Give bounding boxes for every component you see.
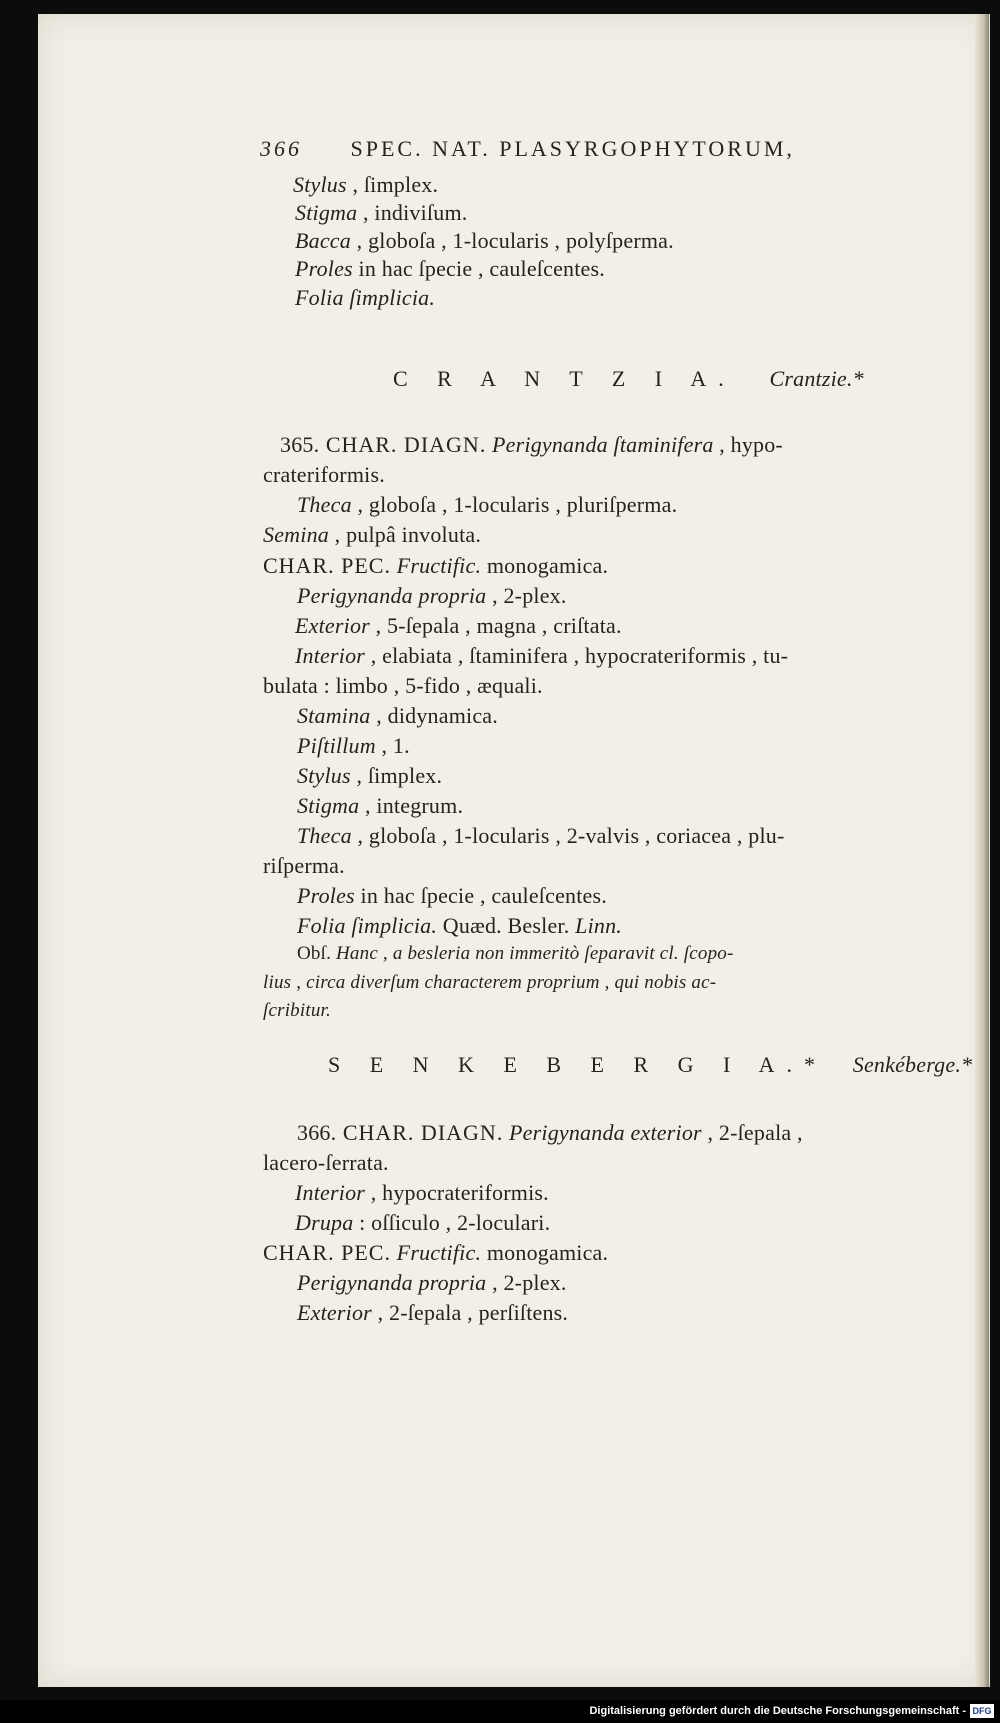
text: monogamica. [481, 1240, 609, 1265]
term: Drupa [295, 1210, 354, 1235]
text-line [293, 172, 438, 198]
running-title: SPEC. NAT. PLASYRGOPHYTORUM, [350, 136, 795, 161]
term: Folia ſimplicia. [295, 285, 436, 310]
text-line [297, 492, 677, 518]
text-line [295, 256, 605, 282]
text: , indiviſum. [357, 200, 468, 225]
text: , ſimplex. [346, 172, 439, 197]
author: Linn. [569, 913, 622, 938]
label: CHAR. DIAGN. [319, 432, 487, 457]
text: , 1. [375, 733, 410, 758]
text: lius , circa diverſum characterem proprium , qui nobis ac- [263, 972, 717, 993]
page-spine-edge [975, 14, 989, 1687]
text: ſcribitur. [263, 1000, 331, 1021]
term: Piſtillum [297, 733, 376, 758]
observation-line [263, 972, 716, 994]
term: Folia ſimplicia. [297, 913, 438, 938]
text-line [295, 613, 622, 639]
text-line [297, 583, 567, 609]
entry-number: 365. [280, 432, 320, 457]
observation-line [297, 943, 734, 965]
funding-credit: Digitalisierung gefördert durch die Deutsche Forschungsgemeinschaft - [589, 1705, 966, 1717]
text: , 2-ſepala , [701, 1120, 803, 1145]
text: , globoſa , 1-locularis , 2-valvis , coriacea , plu- [351, 823, 785, 848]
text-line [297, 1300, 568, 1326]
genus-title: C R A N T Z I A. [393, 366, 736, 391]
text: in hac ſpecie , cauleſcentes. [354, 883, 607, 908]
text: bulata : limbo , 5-fido , æquali. [263, 673, 543, 698]
genus-vernacular: Crantzie.* [769, 366, 864, 391]
text: lacero-ſerrata. [263, 1150, 389, 1175]
term: Perigynanda propria [297, 1270, 487, 1295]
term: Perigynanda propria [297, 583, 487, 608]
term: Theca [297, 492, 352, 517]
text-line [295, 1210, 550, 1236]
text-line [297, 913, 622, 939]
term: Proles [297, 883, 355, 908]
text: crateriformis. [263, 462, 385, 487]
dfg-logo: DFG [970, 1704, 994, 1718]
text: in hac ſpecie , cauleſcentes. [352, 256, 605, 281]
text-line [297, 733, 410, 759]
text-line [297, 703, 498, 729]
text: , hypocrateriformis. [365, 1180, 549, 1205]
text-line [297, 823, 785, 849]
text: , ſimplex. [350, 763, 443, 788]
text: riſperma. [263, 853, 345, 878]
text-line [295, 643, 788, 669]
text: , 2-plex. [486, 1270, 567, 1295]
text: Hanc , a besleria non immeritò ſeparavit cl. ſcopo- [331, 943, 734, 964]
term: Stigma [297, 793, 360, 818]
entry-number: 366. [297, 1120, 337, 1145]
text-line [263, 522, 481, 548]
text-line [295, 285, 435, 311]
page-number: 366 [260, 136, 302, 161]
term: Semina [263, 522, 329, 547]
text-line [263, 462, 385, 488]
term: Bacca [295, 228, 351, 253]
genus-vernacular: Senkéberge.* [852, 1052, 973, 1077]
text-line [297, 763, 442, 789]
term: Interior [295, 1180, 366, 1205]
text: , 5-ſepala , magna , criſtata. [369, 613, 622, 638]
label: CHAR. PEC. [263, 553, 391, 578]
text: Quæd. Besler. [437, 913, 570, 938]
label: CHAR. PEC. [263, 1240, 391, 1265]
term: Stamina [297, 703, 371, 728]
text-line [263, 1150, 389, 1176]
text: , hypo- [713, 432, 783, 457]
term: Fructific. [390, 553, 482, 578]
text-line [297, 883, 607, 909]
text-line [263, 673, 543, 699]
char-pec-line [263, 1240, 608, 1266]
term: Perigynanda exterior [503, 1120, 702, 1145]
text: monogamica. [481, 553, 609, 578]
text-line [295, 200, 467, 226]
text: , elabiata , ſtaminifera , hypocrateriformis , tu- [365, 643, 789, 668]
label: CHAR. DIAGN. [336, 1120, 504, 1145]
text: , 2-ſepala , perſiſtens. [371, 1300, 569, 1325]
text: , 2-plex. [486, 583, 567, 608]
observation-line [263, 1000, 331, 1022]
text-line [297, 1270, 567, 1296]
label: Obſ. [297, 943, 332, 964]
char-pec-line [263, 553, 608, 579]
section-heading-crantzia [393, 366, 864, 392]
text-line [295, 228, 674, 254]
term: Exterior [295, 613, 370, 638]
term: Stylus [293, 172, 347, 197]
text: , integrum. [359, 793, 464, 818]
term: Interior [295, 643, 366, 668]
text: , globoſa , 1-locularis , pluriſperma. [351, 492, 678, 517]
text-line [295, 1180, 549, 1206]
running-header [260, 136, 795, 162]
term: Perigynanda ſtaminifera [486, 432, 714, 457]
text: , pulpâ involuta. [328, 522, 482, 547]
text: , globoſa , 1-locularis , polyſperma. [350, 228, 674, 253]
term: Proles [295, 256, 353, 281]
entry-365-diagnosis [280, 432, 783, 458]
genus-title: S E N K E B E R G I A.* [328, 1052, 828, 1077]
entry-366-diagnosis [297, 1120, 803, 1146]
text-line [297, 793, 463, 819]
term: Stigma [295, 200, 358, 225]
term: Stylus [297, 763, 351, 788]
text: , didynamica. [370, 703, 498, 728]
text: : oſſiculo , 2-loculari. [353, 1210, 551, 1235]
term: Fructific. [390, 1240, 482, 1265]
term: Exterior [297, 1300, 372, 1325]
term: Theca [297, 823, 352, 848]
text-line [263, 853, 345, 879]
section-heading-senkebergia [328, 1052, 972, 1078]
